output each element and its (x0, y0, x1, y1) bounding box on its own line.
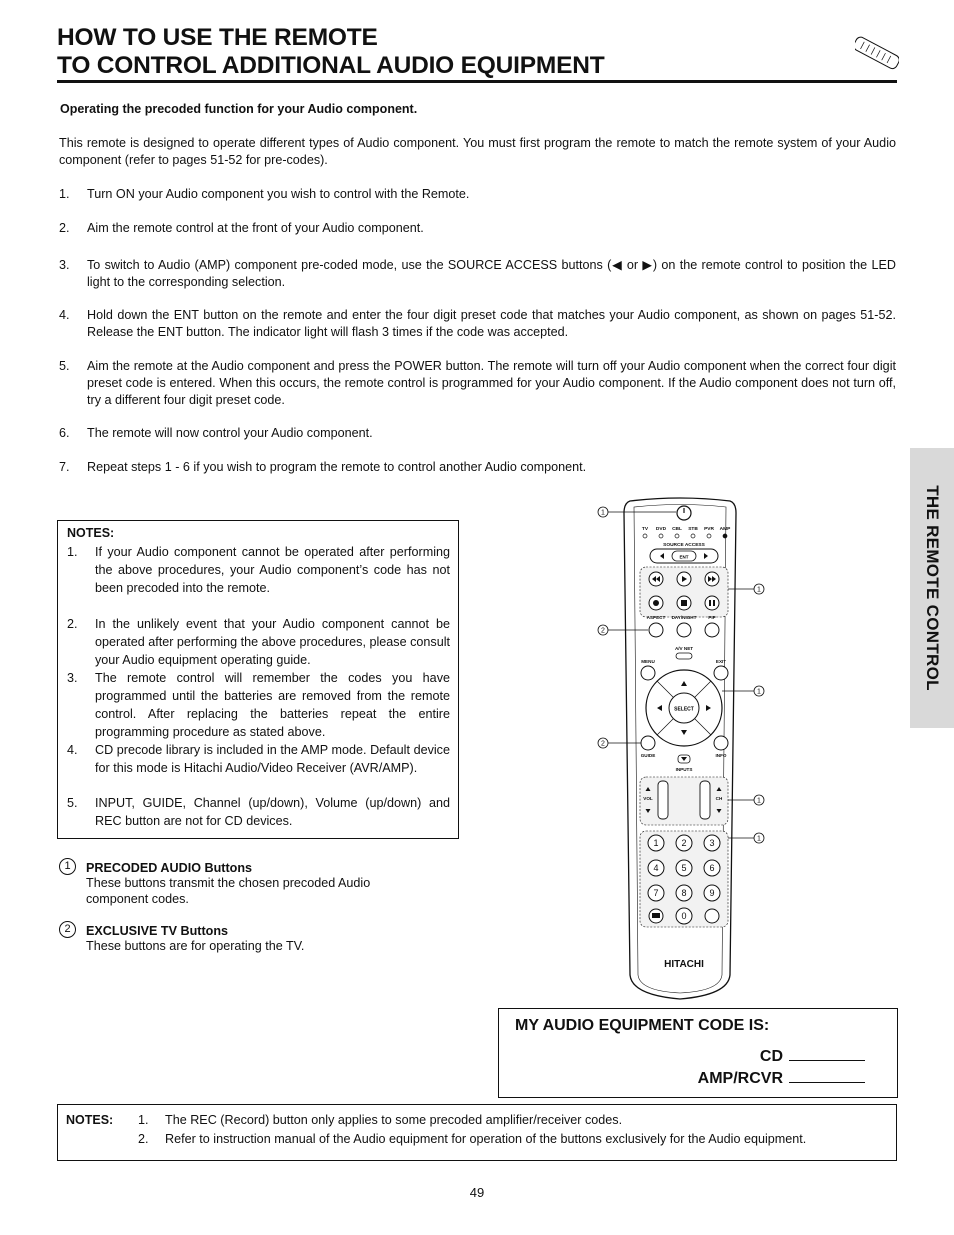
note-item (67, 669, 450, 741)
mode-label: AMP (719, 527, 731, 532)
remote-thumbnail-icon (855, 26, 899, 78)
step-number: 7. (59, 460, 70, 474)
step-number: 1. (59, 187, 70, 201)
page-title (57, 24, 605, 80)
inputs-label: INPUTS (675, 767, 693, 772)
bottom-note-number: 2. (138, 1132, 149, 1146)
step-text: To switch to Audio (AMP) component pre-coded mode, use the SOURCE ACCESS buttons (◀ or ▶) on the remote control to position the LED light to the corresponding selection. (87, 258, 896, 289)
legend-marker-2: 2 (59, 921, 76, 938)
step-text: Repeat steps 1 - 6 if you wish to program the remote to control another Audio component. (87, 460, 587, 474)
mode-label: TV (641, 527, 649, 532)
note-item (67, 615, 450, 669)
title-rule (57, 80, 897, 83)
digit-key: 7 (653, 888, 659, 898)
avnet-label: A/V NET (674, 646, 694, 651)
note-number: 2. (67, 617, 78, 631)
info-label: INFO (715, 753, 727, 758)
bottom-notes-box (57, 1104, 897, 1161)
callout-marker: 1 (601, 509, 605, 517)
code-box-heading: MY AUDIO EQUIPMENT CODE IS: (515, 1017, 770, 1034)
guide-label: GUIDE (640, 753, 656, 758)
note-text: CD precode library is included in the AMP mode. Default device for this mode is Hitachi Audio/Video Receiver (AVR/AMP). (95, 743, 450, 775)
step-item (59, 307, 896, 341)
digit-key: 9 (709, 888, 715, 898)
remote-illustration (590, 495, 770, 1005)
digit-key: 5 (681, 863, 687, 873)
section-subheading: Operating the precoded function for your Audio component. (60, 102, 418, 116)
source-access-label: SOURCE ACCESS (663, 543, 705, 548)
legend-description: These buttons transmit the chosen precoded Audio component codes. (86, 876, 371, 906)
note-text: INPUT, GUIDE, Channel (up/down), Volume (up/down) and REC button are not for CD devices. (95, 796, 450, 828)
callout-marker: 2 (601, 740, 605, 748)
step-number: 4. (59, 308, 70, 322)
mode-label: PVR (704, 527, 714, 532)
record-icon (653, 600, 659, 606)
exit-label: EXIT (715, 659, 727, 664)
daynight-label: DAY/NIGHT (671, 615, 697, 620)
step-number: 5. (59, 359, 70, 373)
step-item (59, 186, 896, 203)
step-item (59, 425, 896, 442)
step-text: Aim the remote control at the front of your Audio component. (87, 221, 424, 235)
note-number: 1. (67, 545, 78, 559)
digit-key: 2 (681, 838, 687, 848)
digit-key: 8 (681, 888, 687, 898)
amp-code-blank[interactable] (789, 1069, 865, 1083)
digit-key: 4 (653, 863, 659, 873)
step-text: The remote will now control your Audio component. (87, 426, 373, 440)
bottom-note-number: 1. (138, 1113, 149, 1127)
brand-logo: HITACHI (664, 959, 704, 970)
audio-code-box (498, 1008, 898, 1098)
title-line-1: HOW TO USE THE REMOTE (57, 24, 378, 51)
section-side-tab (910, 448, 954, 728)
digit-key: 0 (681, 911, 687, 921)
ch-label: CH (715, 796, 723, 801)
digit-key: 1 (653, 838, 659, 848)
stop-icon (681, 600, 687, 606)
step-text: Hold down the ENT button on the remote and enter the four digit preset code that matches your Audio component, as shown on pages 51-52. Release the ENT button. The indicator light will flash 3 times if the code was accepted. (87, 308, 896, 339)
step-number: 2. (59, 221, 70, 235)
note-number: 5. (67, 796, 78, 810)
legend-title: PRECODED AUDIO Buttons (86, 861, 253, 875)
step-item (59, 220, 896, 237)
vol-label: VOL (643, 796, 653, 801)
step-number: 6. (59, 426, 70, 440)
notes-box (57, 520, 459, 839)
intro-paragraph: This remote is designed to operate different types of Audio component. You must first program the remote to match the remote system of your Audio component (refer to pages 51-52 for pre-codes). (59, 136, 896, 167)
pause-icon (709, 600, 711, 606)
note-item (67, 543, 450, 597)
amp-code-label: AMP/RCVR (697, 1070, 783, 1087)
side-tab-label: THE REMOTE CONTROL (923, 485, 942, 691)
page-number: 49 (469, 1185, 485, 1200)
callout-marker: 1 (757, 797, 761, 805)
pip-label: PIP (708, 615, 716, 620)
step-item (59, 358, 896, 409)
step-number: 3. (59, 258, 70, 272)
cd-code-label: CD (759, 1048, 783, 1065)
legend-description: These buttons are for operating the TV. (86, 939, 305, 953)
step-item (59, 459, 896, 476)
mode-label: STB (688, 527, 698, 532)
callout-marker: 1 (757, 688, 761, 696)
note-number: 3. (67, 671, 78, 685)
callout-marker: 2 (601, 627, 605, 635)
legend-title: EXCLUSIVE TV Buttons (86, 924, 229, 938)
cd-code-line (760, 1047, 865, 1066)
ent-label: ENT (679, 554, 689, 560)
step-text: Aim the remote at the Audio component and press the POWER button. The remote will turn off your Audio component when the correct four digit preset code is entered. When this occurs, the remote control is programmed for your Audio component. If the Audio component does not turn off, try a different four digit preset code. (87, 359, 896, 407)
mode-label: DVD (655, 527, 667, 532)
digit-key: 6 (709, 863, 715, 873)
bottom-note-text: Refer to instruction manual of the Audio equipment for operation of the buttons exclusively for the Audio equipment. (165, 1132, 807, 1146)
cd-code-blank[interactable] (789, 1047, 865, 1061)
aspect-label: ASPECT (646, 615, 666, 620)
step-item (59, 257, 896, 291)
notes-heading: NOTES: (67, 526, 115, 540)
note-number: 4. (67, 743, 78, 757)
amp-code-line (698, 1069, 865, 1088)
legend-marker-1: 1 (59, 858, 76, 875)
mode-label: CBL (672, 527, 682, 532)
bottom-note-text: The REC (Record) button only applies to some precoded amplifier/receiver codes. (165, 1113, 623, 1127)
bottom-notes-heading: NOTES: (66, 1113, 114, 1127)
note-item (67, 741, 450, 777)
title-line-2: TO CONTROL ADDITIONAL AUDIO EQUIPMENT (57, 52, 605, 79)
note-text: In the unlikely event that your Audio component cannot be operated after performing the above procedures, please consult your Audio equipment operating guide. (95, 617, 450, 667)
menu-label: MENU (641, 659, 655, 664)
note-item (67, 794, 450, 830)
note-text: The remote control will remember the codes you have programmed until the batteries are removed from the remote control. After replacing the batteries repeat the entire programming procedure as stated above. (95, 671, 450, 739)
digit-key: 3 (709, 838, 715, 848)
select-label: SELECT (674, 706, 694, 713)
callout-marker: 1 (757, 586, 761, 594)
note-text: If your Audio component cannot be operated after performing the above procedures, your Audio component’s code has not been precoded into the remote. (95, 545, 450, 595)
step-text: Turn ON your Audio component you wish to control with the Remote. (87, 187, 470, 201)
callout-marker: 1 (757, 835, 761, 843)
